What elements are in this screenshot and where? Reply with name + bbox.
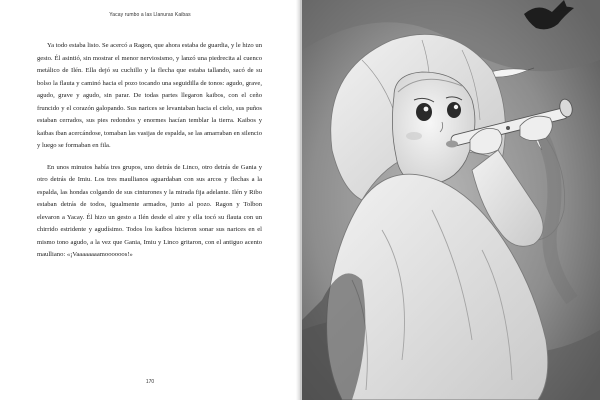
paragraph-1: Ya todo estaba listo. Se acercó a Ragon, que ahora estaba de guardia, y le hizo un gesto. Él asintió, sin mostrar el menor nerviosismo, y lanzó una piedrecita al cuenco metálico de Ilén. Ella dejó su cuchillo y la flecha que estaba tallando, sacó de su bolso la flauta y caminó hacia el pozo tocando una seguidilla de tonos: agudo, grave, agudo, grave y agudo, sin parar. De todas partes llegaron kaibos, con el ceño fruncido y el corazón galopando. Sus narices se levantaban hacia el cielo, sus puños estaban cerrados, sus pies redondos y enormes hacían temblar la tierra. Kaibos y kaibas iban acercándose, tomaban las vasijas de espalda, se las amarraban en silencio y luego se formaban en fila. — [37, 42, 262, 149]
girl-playing-flute-icon — [302, 0, 600, 400]
page-number: 170 — [145, 379, 155, 385]
body-text — [37, 40, 262, 262]
running-head: Yacay rumbo a las Llanuras Kaibas — [109, 12, 191, 18]
right-page — [302, 0, 600, 400]
paragraph-2: En unos minutos había tres grupos, uno detrás de Linco, otro detrás de Gania y otro detrás de Imiu. Los tres maullianos aguardaban con sus arcos y flechas a la espalda, las hondas colgando de sus cinturones y la mirada fija adelante. Ilén y Ribo estaban detrás de todos, igualmente armados, junto al pozo. Ragon y Tolbon elevaron a Yacay. Él hizo un gesto a Ilén desde el aire y ella tocó su flauta con un chirrido estridente y agudísimo. Todos los kaibos hicieron sonar sus narices en el mismo tono agudo, a la vez que Gania, Imiu y Linco gritaron, con el antiguo acento maulliano: «¡Vaaaaaaaamoooooos!» — [37, 163, 262, 258]
